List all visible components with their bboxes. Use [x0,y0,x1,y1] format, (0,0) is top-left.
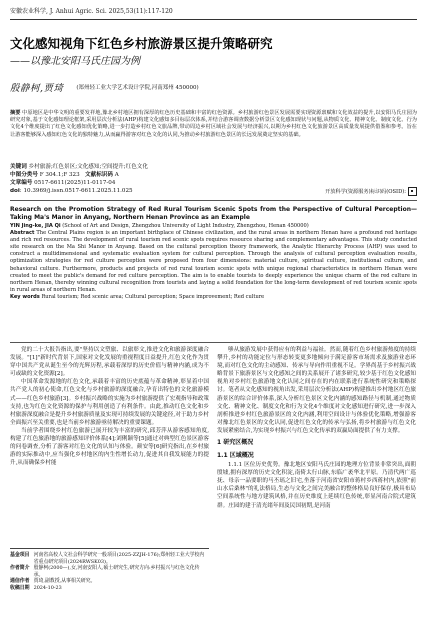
keywords-label: 关键词 [10,164,27,170]
section-heading: 1 研究区概况 [217,439,254,447]
footnote-author [10,565,209,578]
doi-row: doi: 10.3969/j.issn.0517-6611.2025.11.025 开放科学(资源服务)标识码(OSID): [10,187,417,196]
body-left-column [10,346,209,467]
journal-citation: 安徽农业科学, J. Anhui Agric. Sci. 2025,53(11):117-120 [10,8,173,15]
body-paragraph: 党的二十大报告指出,要"坚持以文塑旅、以旅彰文,推进文化和旅游深度融合发展。"[1]"新时代背景下,国家对文化发展的重视程度日益提升,红色文化作为贯穿中国共产党从诞生至今的光辉历程,承载着深厚的历史价值与精神内涵,成为不可或缺的文化资源[2]。 [10,347,209,378]
title-block [10,36,417,69]
clc-label: 中图分类号 [10,172,38,178]
english-abstract-label: Abstract [10,230,35,237]
classification-row [10,171,417,179]
fund-text: 河南省高校人文社会科学研究一般项目(2025-ZZJH-176);郑州轻工业大学校内省重点研究项目(2024RWSK03)。 [33,552,205,565]
english-abstract [10,206,417,301]
english-keywords [10,294,417,301]
keywords-value: 乡村旅游;红色景区;文化感知;空间提升;红色文化 [28,164,148,170]
doc-code-label: 文献标识码 [85,172,113,178]
body-paragraph: 中国革命发源地的红色文化,承载着丰富的历史底蕴与革命精神,彰显着中国共产党人的初心使命,红色文化与乡村旅游的深度融合,孕育出特色的文化旅游模式——红色乡村旅游[3]。乡村振兴战略的实施为乡村旅游提供了宏观指导和政策支持,也为红色文化资源的保护与利用创造了有利条件。由此,推动红色文化和乡村旅游深度融合是提升乡村旅游质量及实现可持续发展的关键途径,对于助力乡村全面振兴至关重要,也是当前乡村旅游亟待解决的重要课题。 [10,379,209,426]
footnote-corresponding [10,578,209,585]
chinese-abstract [10,110,417,139]
abstract-divider [10,200,417,201]
abstract-label: 摘要 [10,110,21,116]
english-abstract-text: The Central Plains region is an important birthplace of Chinese civilization, and the rural areas in northern Henan have a profound red heritage and rich red resources. The development of rural tourism red scenic spots requires resource sharing and complementary advantages. This study conducted site research on the Ma Shi Manor in Anyang. Based on the cultural perception theory framework, the Analytic Hierarchy Process (AHP) was used to construct a multidimensional and systematic evaluation system for cultural perception. Through the analysis of cultural perception evaluation results, optimization strategies for red culture perception were proposed from four dimensions: material culture, spiritual culture, institutional culture, and behavioral culture. Furthermore, products and projects of red rural tourism scenic spots with unique regional characteristics in northern Henan were created to meet the public's demand for red culture perception. The aim is to enable tourists to deeply experience the unique charm of the red culture in northern Henan, thereby winning cultural recognition from tourists and laying a solid foundation for the long-term development of red tourism scenic spots in rural areas of northern Henan. [10,230,418,293]
author-bio-text: 殷静柯(2000—),女,河南安阳人,硕士研究生,研究方向:乡村振兴与红色文化传承。 [33,565,200,578]
author-names: 殷静柯,贾琦 [10,83,64,94]
english-authors: YIN Jing-ke, JIA Qi [10,223,61,229]
body-right-column [217,346,416,510]
abstract-text: 中原地区是中华文明的重要发祥地,豫北乡村地区拥有深厚的红色历史基础和丰富的红色资源。乡村旅游红色景区发展需要实现资源禀赋和文化效益的提升,以安阳马氏庄园为研究对象,基于文化感知理论框架,采用层次分析法(AHP)构建文化感知多目标层次体系,并结合游客调查数据分析景区文化感知现状与问题,从物质文化、精神文化、制度文化、行为文化4个维度提出了红色文化感知优化策略,进一步打造乡村红色文旅品牌,带动周边乡村区域社会发展与经济振兴,以期为乡村红色文化旅游景区高质量发展提供借鉴和参考。旨在让游客能够深入感知红色文化的独特魅力,从而赢得游客对红色文化的认同,为推动乡村旅游红色景区的长远发展奠定坚实的基础。 [10,110,417,138]
article-id-row [10,179,417,187]
paper-subtitle: ——以豫北安阳马氏庄园为例 [10,56,140,67]
author-bio-label: 作者简介 [10,565,30,572]
subsection-heading: 1.1 区域概况 [217,452,254,460]
body-paragraph: 当前学者围绕乡村红色旅游已展开较为丰富的研究,邱芳萍从游客感知角度,构建了红色旅游地的旅游感知评价体系[4];刘俐颖等[5]通过对典型红色景区游客的问卷调查,分析了游客对红色文化的认知与体验。颜安等[6]研究指出,在乡村旅游的实际推动中,应当强化乡村地区的内生性增长动力,促进其自我发展能力的提升,从而确保乡村能 [10,427,209,467]
corresponding-label: 通信作者 [10,578,30,585]
footnote-fund [10,552,209,565]
article-id-value: 0517-6611(2025)11-0117-04 [34,180,116,186]
qr-code-icon[interactable] [408,187,417,196]
author-affiliation: (郑州轻工业大学艺术设计学院,河南郑州 450000) [76,85,199,91]
author-line [10,82,417,95]
body-divider [10,342,417,343]
english-keywords-value: Rural tourism; Red scenic area; Cultural perception; Space improvement; Red culture [41,293,265,300]
fund-label: 基金项目 [10,552,30,558]
doi-label: doi [10,188,20,194]
received-date: 2024-10-23 [33,584,62,591]
english-affiliation: (School of Art and Design, Zhengzhou University of Light Industry, Zhengzhou, Henan 450000) [62,223,309,229]
body-paragraph: 够从旅游发展中获得应有的利益与福祉。然而,随着红色乡村旅游热度的持续攀升,乡村的功能定位与形态转变更多地倾向于满足游客市场需求及旅游业态环境,而对红色文化的主动感知、传承与导向作用重视不足。学界尚基于乡村振兴战略背景下旅游景区与文化感知之间的关系展开了诸多研究,较少基于红色文化感知视角对乡村红色旅游地文化认同之间存在的内在联系进行系统性研究和策略探讨。笔者从文化感知的视角出发,采用层次分析法(AHP)构建推出乡村地区红色旅游景区的综合评价体系,深入分析红色景区文化内涵的感知路径与机制,通过物质文化、精神文化、制度文化和行为文化4个维度对文化感知进行研究,进一步深入剖析推进乡村红色旅游景区的文化内涵,利用空间设计与体验优化策略,增强游客对豫北红色景区的文化认同,促进红色文化的传承与弘扬,将乡村旅游与红色文化发展紧密结合,为实现乡村振兴与红色文化传承的双赢局面提供了有力支撑。 [217,347,416,434]
english-title: Research on the Promotion Strategy of Red Rural Tourism Scenic Spots from the Perspective of Cultural Perception—Taking Ma's Manor in Anyang, Northern Henan Province as an Example [10,206,417,221]
english-keywords-label: Key words [10,293,40,300]
doi-value[interactable]: 10.3969/j.issn.0517-6611.2025.11.025 [23,188,133,194]
english-abstract-body [10,230,417,294]
article-metadata [10,163,417,196]
clc-value: F 304.1;F 323 [39,172,80,178]
doc-code-value: A [114,172,119,178]
paper-title: 文化感知视角下红色乡村旅游景区提升策略研究 [10,36,273,51]
osid-label: 开放科学(资源服务)标识码(OSID): [325,188,406,195]
open-science-id [325,187,417,196]
english-author-line [10,223,417,230]
corresponding-text: 贾琦,副教授,从事相关研究。 [33,578,96,585]
running-head [10,6,417,18]
header-rule [10,19,417,20]
body-paragraph: 1.1.1 区位历史优势。豫北地区安阳马氏庄园的地理方位背景非常突出,面朝殷墟,拥有深厚的历史文化积淀,南倚太行山脉,东临广袤华北平原。乃清代两广巡抚、母亲一品要职的马丕瑶之旧宅,坐落于河南省安阳市蒋村乡西蒋村内,依照"前山水后桑林"的礼法格局,生态与文化之间完美融合的整体格局良好保存,极具布局空间系统性与地方建筑风格,并在历史维度上延续红色传统,彰显河南合院式建筑群。庄园的建于清光绪年间及民国初期,是河南 [217,462,416,509]
received-label: 收稿日期 [10,584,30,591]
footnotes [10,548,209,592]
keywords-row [10,163,417,171]
article-id-label: 文章编号 [10,180,33,186]
footnote-received [10,585,209,592]
